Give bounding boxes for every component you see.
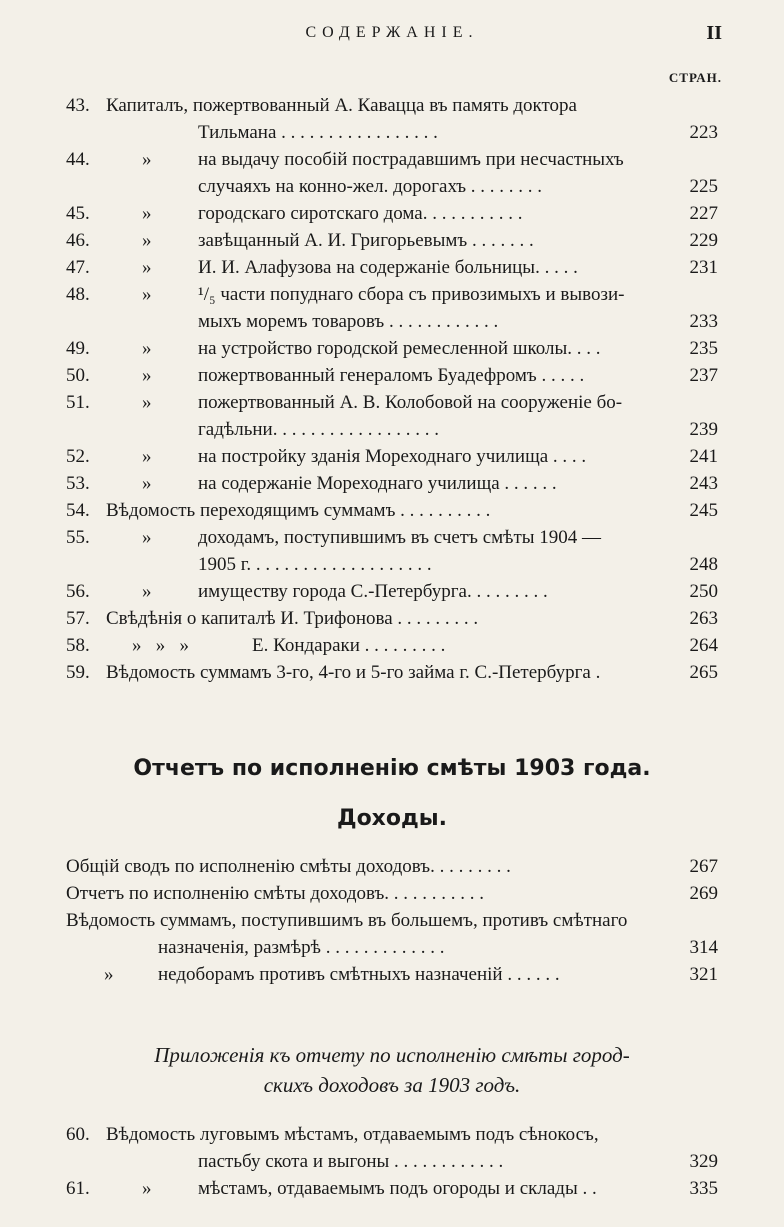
toc-entry [66, 335, 718, 362]
entry-number: 49. [66, 338, 90, 359]
toc-entry-cont [66, 308, 718, 335]
toc-entry [66, 907, 718, 934]
running-header [0, 22, 784, 50]
ditto-mark: » [142, 446, 152, 467]
entry-text: Е. Кондараки . . . . . . . . . [252, 635, 446, 656]
entry-text: завѣщанный А. И. Григорьевымъ . . . . . . . [198, 230, 534, 251]
ditto-mark: » [142, 581, 152, 602]
entry-page: 269 [689, 883, 718, 904]
ditto-mark: » [142, 203, 152, 224]
entry-number: 61. [66, 1178, 90, 1199]
entry-page: 267 [689, 856, 718, 877]
toc-entry [66, 254, 718, 281]
entry-text: городскаго сиротскаго дома. . . . . . . . . . . [198, 203, 523, 224]
entry-text: Вѣдомость суммамъ, поступившимъ въ большемъ, противъ смѣтнаго [66, 910, 628, 931]
entry-text: на постройку зданія Мореходнаго училища . . . . [198, 446, 587, 467]
entry-page: 265 [689, 662, 718, 683]
entry-text: имуществу города С.-Петербурга. . . . . . . . . [198, 581, 548, 602]
entry-text: Вѣдомость суммамъ 3-го, 4-го и 5-го займа г. С.-Петербурга . [106, 662, 601, 683]
toc-entry-cont [66, 119, 718, 146]
ditto-mark: » [142, 149, 152, 170]
entry-number: 59. [66, 662, 90, 683]
toc-entry [66, 443, 718, 470]
toc-entry-cont [66, 1148, 718, 1175]
entry-page: 248 [689, 554, 718, 575]
entry-number: 58. [66, 635, 90, 656]
toc-entry [66, 281, 718, 308]
section-title: Отчетъ по исполненію смѣты 1903 года. [133, 756, 651, 781]
toc-entry-cont [66, 551, 718, 578]
page-column-header: СТРАН. [668, 70, 722, 85]
entry-page: 227 [689, 203, 718, 224]
entry-number: 54. [66, 500, 90, 521]
entry-page: 235 [689, 338, 718, 359]
entry-text: И. И. Алафузова на содержаніе больницы. . . . . [198, 257, 578, 278]
toc-entry [66, 497, 718, 524]
entry-page: 314 [689, 937, 718, 958]
entry-text: мыхъ моремъ товаровъ . . . . . . . . . . . . [198, 311, 499, 332]
page-header-title: СОДЕРЖАНІЕ. [305, 24, 479, 41]
entry-number: 44. [66, 149, 90, 170]
ditto-mark: » [142, 257, 152, 278]
entry-number: 50. [66, 365, 90, 386]
entry-page: 335 [689, 1178, 718, 1199]
entry-page: 264 [689, 635, 718, 656]
entry-page: 321 [689, 964, 718, 985]
entry-text: доходамъ, поступившимъ въ счетъ смѣты 1904 — [198, 527, 602, 548]
entry-number: 43. [66, 95, 90, 116]
page-number: II [706, 22, 722, 44]
toc-entry [66, 578, 718, 605]
entry-text: недоборамъ противъ смѣтныхъ назначеній . . . . . . [158, 964, 560, 985]
entry-text: гадѣльни. . . . . . . . . . . . . . . . . . [198, 419, 439, 440]
toc-entry [66, 92, 718, 119]
entry-number: 56. [66, 581, 90, 602]
section-subtitle: Доходы. [336, 806, 448, 831]
ditto-mark: » [142, 473, 152, 494]
toc-entry [66, 659, 718, 686]
entry-text: Вѣдомость луговымъ мѣстамъ, отдаваемымъ подъ сѣнокосъ, [106, 1124, 599, 1145]
toc-entry [66, 227, 718, 254]
toc-entry-cont [66, 416, 718, 443]
ditto-mark: » [142, 527, 152, 548]
entry-number: 47. [66, 257, 90, 278]
ditto-mark: » [142, 1178, 152, 1199]
entry-text: случаяхъ на конно-жел. дорогахъ . . . . . . . . [198, 176, 543, 197]
entry-text: на устройство городской ремесленной школы. . . . [198, 338, 601, 359]
entry-text: пастьбу скота и выгоны . . . . . . . . . . . . [198, 1151, 504, 1172]
entry-page: 250 [689, 581, 718, 602]
entry-text: Отчетъ по исполненію смѣты доходовъ. . . . . . . . . . . [66, 883, 485, 904]
toc-entry [66, 200, 718, 227]
entry-text: 1905 г. . . . . . . . . . . . . . . . . . . . [198, 554, 432, 575]
entry-text: назначенія, размѣрѣ . . . . . . . . . . . . . [158, 937, 445, 958]
toc-entry [66, 605, 718, 632]
toc-entry [66, 632, 718, 659]
entry-text: на содержаніе Мореходнаго училища . . . . . . [198, 473, 557, 494]
toc-entry [66, 1121, 718, 1148]
entry-page: 239 [689, 419, 718, 440]
toc-entry [66, 524, 718, 551]
toc-entry [66, 1175, 718, 1202]
entry-text: Тильмана . . . . . . . . . . . . . . . . . [198, 122, 438, 143]
entry-page: 243 [689, 473, 718, 494]
entry-text: на выдачу пособій пострадавшимъ при несчастныхъ [198, 149, 624, 170]
entry-number: 60. [66, 1124, 90, 1145]
toc-entry [66, 362, 718, 389]
toc-entry [66, 389, 718, 416]
toc-entry [66, 880, 718, 907]
entry-number: 51. [66, 392, 90, 413]
toc-block-a [66, 92, 718, 686]
entry-text: ¹/₅ части попуднаго сбора съ привозимыхъ и вывози- [198, 284, 625, 305]
entry-page: 245 [689, 500, 718, 521]
appendix-title-line1: Приложенія къ отчету по исполненію смѣты город- [154, 1043, 630, 1067]
entry-page: 233 [689, 311, 718, 332]
entry-text: Свѣдѣнія о капиталѣ И. Трифонова . . . . . . . . . [106, 608, 479, 629]
toc-block-c [66, 1121, 718, 1202]
entry-number: 45. [66, 203, 90, 224]
toc-entry [66, 146, 718, 173]
entry-number: 52. [66, 446, 90, 467]
appendix-title-line2: скихъ доходовъ за 1903 годъ. [263, 1073, 521, 1097]
toc-entry [66, 853, 718, 880]
entry-page: 223 [689, 122, 718, 143]
toc-entry [66, 470, 718, 497]
entry-page: 231 [689, 257, 718, 278]
entry-number: 57. [66, 608, 90, 629]
entry-number: 53. [66, 473, 90, 494]
entry-number: 48. [66, 284, 90, 305]
entry-page: 329 [689, 1151, 718, 1172]
entry-text: Вѣдомость переходящимъ суммамъ . . . . . . . . . . [106, 500, 491, 521]
entry-page: 237 [689, 365, 718, 386]
ditto-mark: » [104, 964, 114, 985]
entry-page: 229 [689, 230, 718, 251]
entry-page: 241 [689, 446, 718, 467]
toc-entry-cont [66, 173, 718, 200]
toc-block-b [66, 853, 718, 988]
ditto-mark: » [142, 338, 152, 359]
ditto-mark: » [142, 365, 152, 386]
entry-number: 46. [66, 230, 90, 251]
entry-page: 263 [689, 608, 718, 629]
entry-number: 55. [66, 527, 90, 548]
entry-text: Общій сводъ по исполненію смѣты доходовъ. . . . . . . . . [66, 856, 511, 877]
toc-entry [66, 961, 718, 988]
ditto-mark: » [142, 392, 152, 413]
ditto-mark: » [142, 284, 152, 305]
entry-text: мѣстамъ, отдаваемымъ подъ огороды и склады . . [198, 1178, 597, 1199]
entry-text: пожертвованный генераломъ Буадефромъ . . . . . [198, 365, 585, 386]
entry-page: 225 [689, 176, 718, 197]
toc-entry-cont [66, 934, 718, 961]
ditto-mark: » [142, 230, 152, 251]
entry-text: Капиталъ, пожертвованный А. Кавацца въ память доктора [106, 95, 577, 116]
ditto-marks: » » » [132, 635, 189, 656]
entry-text: пожертвованный А. В. Колобовой на сооруженіе бо- [198, 392, 623, 413]
